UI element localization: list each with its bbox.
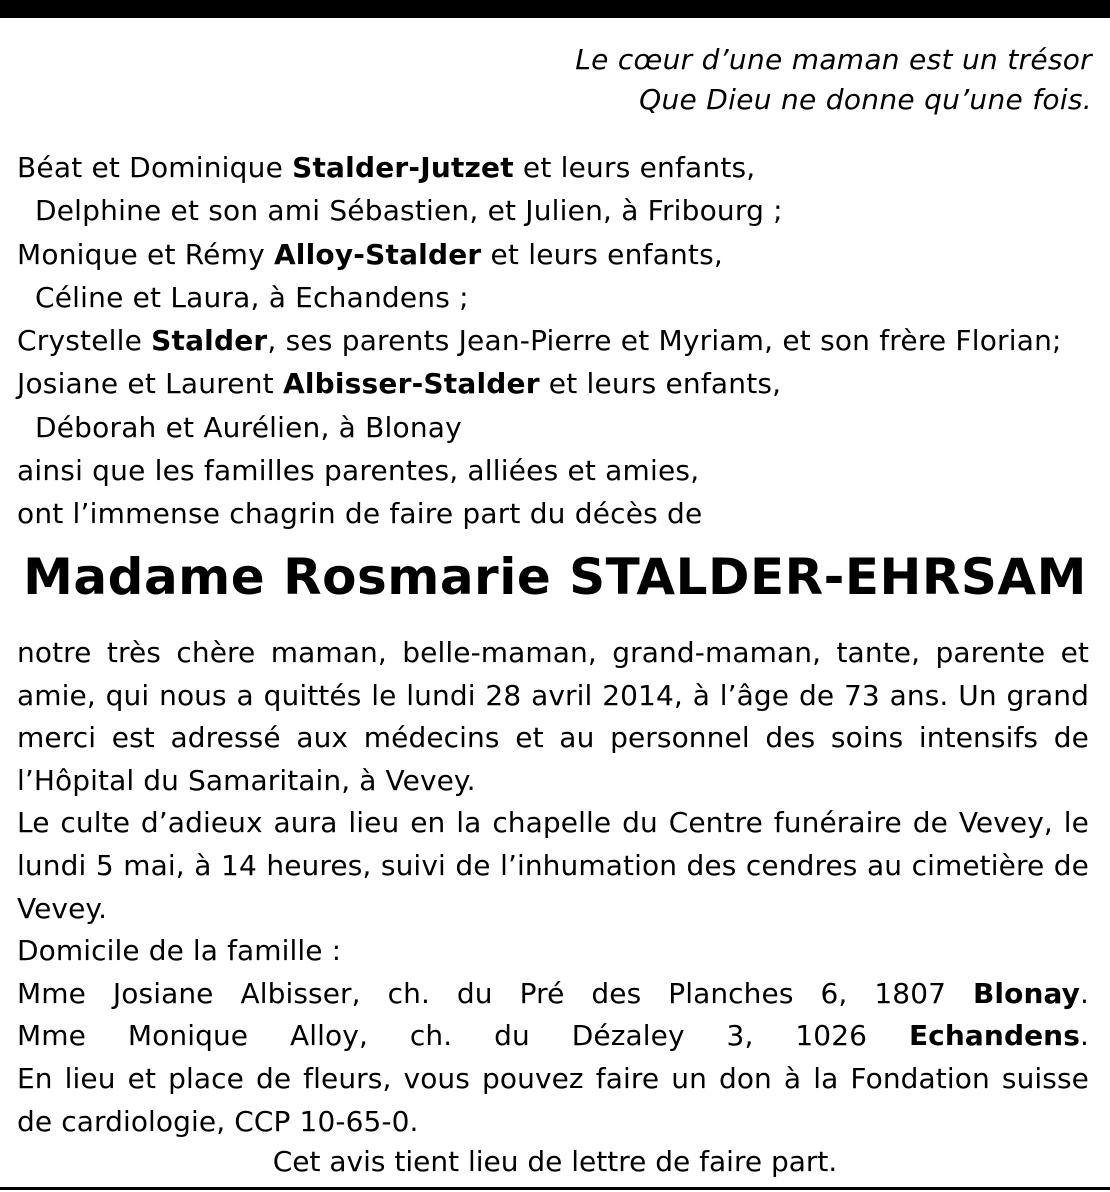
family-line: Déborah et Aurélien, à Blonay bbox=[35, 410, 462, 444]
family-list bbox=[17, 146, 1102, 536]
announcement-body bbox=[17, 632, 1089, 1143]
family-line: ont l’immense chagrin de faire part du décès de bbox=[17, 497, 703, 531]
address-town: Blonay bbox=[972, 976, 1080, 1010]
family-surname: Albisser-Stalder bbox=[282, 367, 540, 401]
epigraph bbox=[575, 40, 1092, 120]
tribute-paragraph: notre très chère maman, belle-maman, grand-maman, tante, parente et amie, qui nous a quittés le lundi 28 avril 2014, à l’âge de 73 ans. Un grand merci est adressé aux médecins et au personnel des soins intensifs de l’Hôpital du Samaritain, à Vevey. bbox=[17, 636, 1089, 797]
epigraph-line-2: Que Dieu ne donne qu’une fois. bbox=[639, 83, 1092, 116]
family-line: Delphine et son ami Sébastien, et Julien, à Fribourg ; bbox=[35, 194, 783, 228]
closing-note: Cet avis tient lieu de lettre de faire part. bbox=[272, 1145, 838, 1178]
donation-paragraph: En lieu et place de fleurs, vous pouvez faire un don à la Fondation suisse de cardiologie, CCP 10-65-0. bbox=[17, 1061, 1089, 1138]
family-surname: Alloy-Stalder bbox=[273, 237, 482, 271]
family-line: Monique et Rémy Alloy-Stalder et leurs enfants, bbox=[17, 237, 723, 271]
family-line: Josiane et Laurent Albisser-Stalder et leurs enfants, bbox=[17, 367, 782, 401]
ceremony-paragraph: Le culte d’adieux aura lieu en la chapelle du Centre funéraire de Vevey, le lundi 5 mai, à 14 heures, suivi de l’inhumation des cendres au cimetière de Vevey. bbox=[17, 806, 1089, 925]
bottom-rule bbox=[0, 1187, 1110, 1190]
address-town: Echandens bbox=[908, 1019, 1080, 1053]
deceased-name: Madame Rosmarie STALDER-EHRSAM bbox=[23, 548, 1087, 606]
top-rule bbox=[0, 0, 1110, 18]
epigraph-line-1: Le cœur d’une maman est un trésor bbox=[575, 43, 1092, 76]
address-line: Mme Josiane Albisser, ch. du Pré des Planches 6, 1807 Blonay. bbox=[17, 976, 1089, 1010]
family-surname: Stalder-Jutzet bbox=[292, 151, 514, 184]
family-line: Crystelle Stalder, ses parents Jean-Pierre et Myriam, et son frère Florian; bbox=[17, 324, 1062, 358]
address-line: Mme Monique Alloy, ch. du Dézaley 3, 1026 Echandens. bbox=[17, 1019, 1089, 1053]
family-line: Céline et Laura, à Echandens ; bbox=[35, 280, 469, 314]
family-surname: Stalder bbox=[151, 324, 268, 358]
family-line: Béat et Dominique Stalder-Jutzet et leurs enfants, bbox=[17, 151, 756, 184]
family-line: ainsi que les familles parentes, alliées et amies, bbox=[17, 454, 700, 488]
domicile-label: Domicile de la famille : bbox=[17, 934, 342, 968]
